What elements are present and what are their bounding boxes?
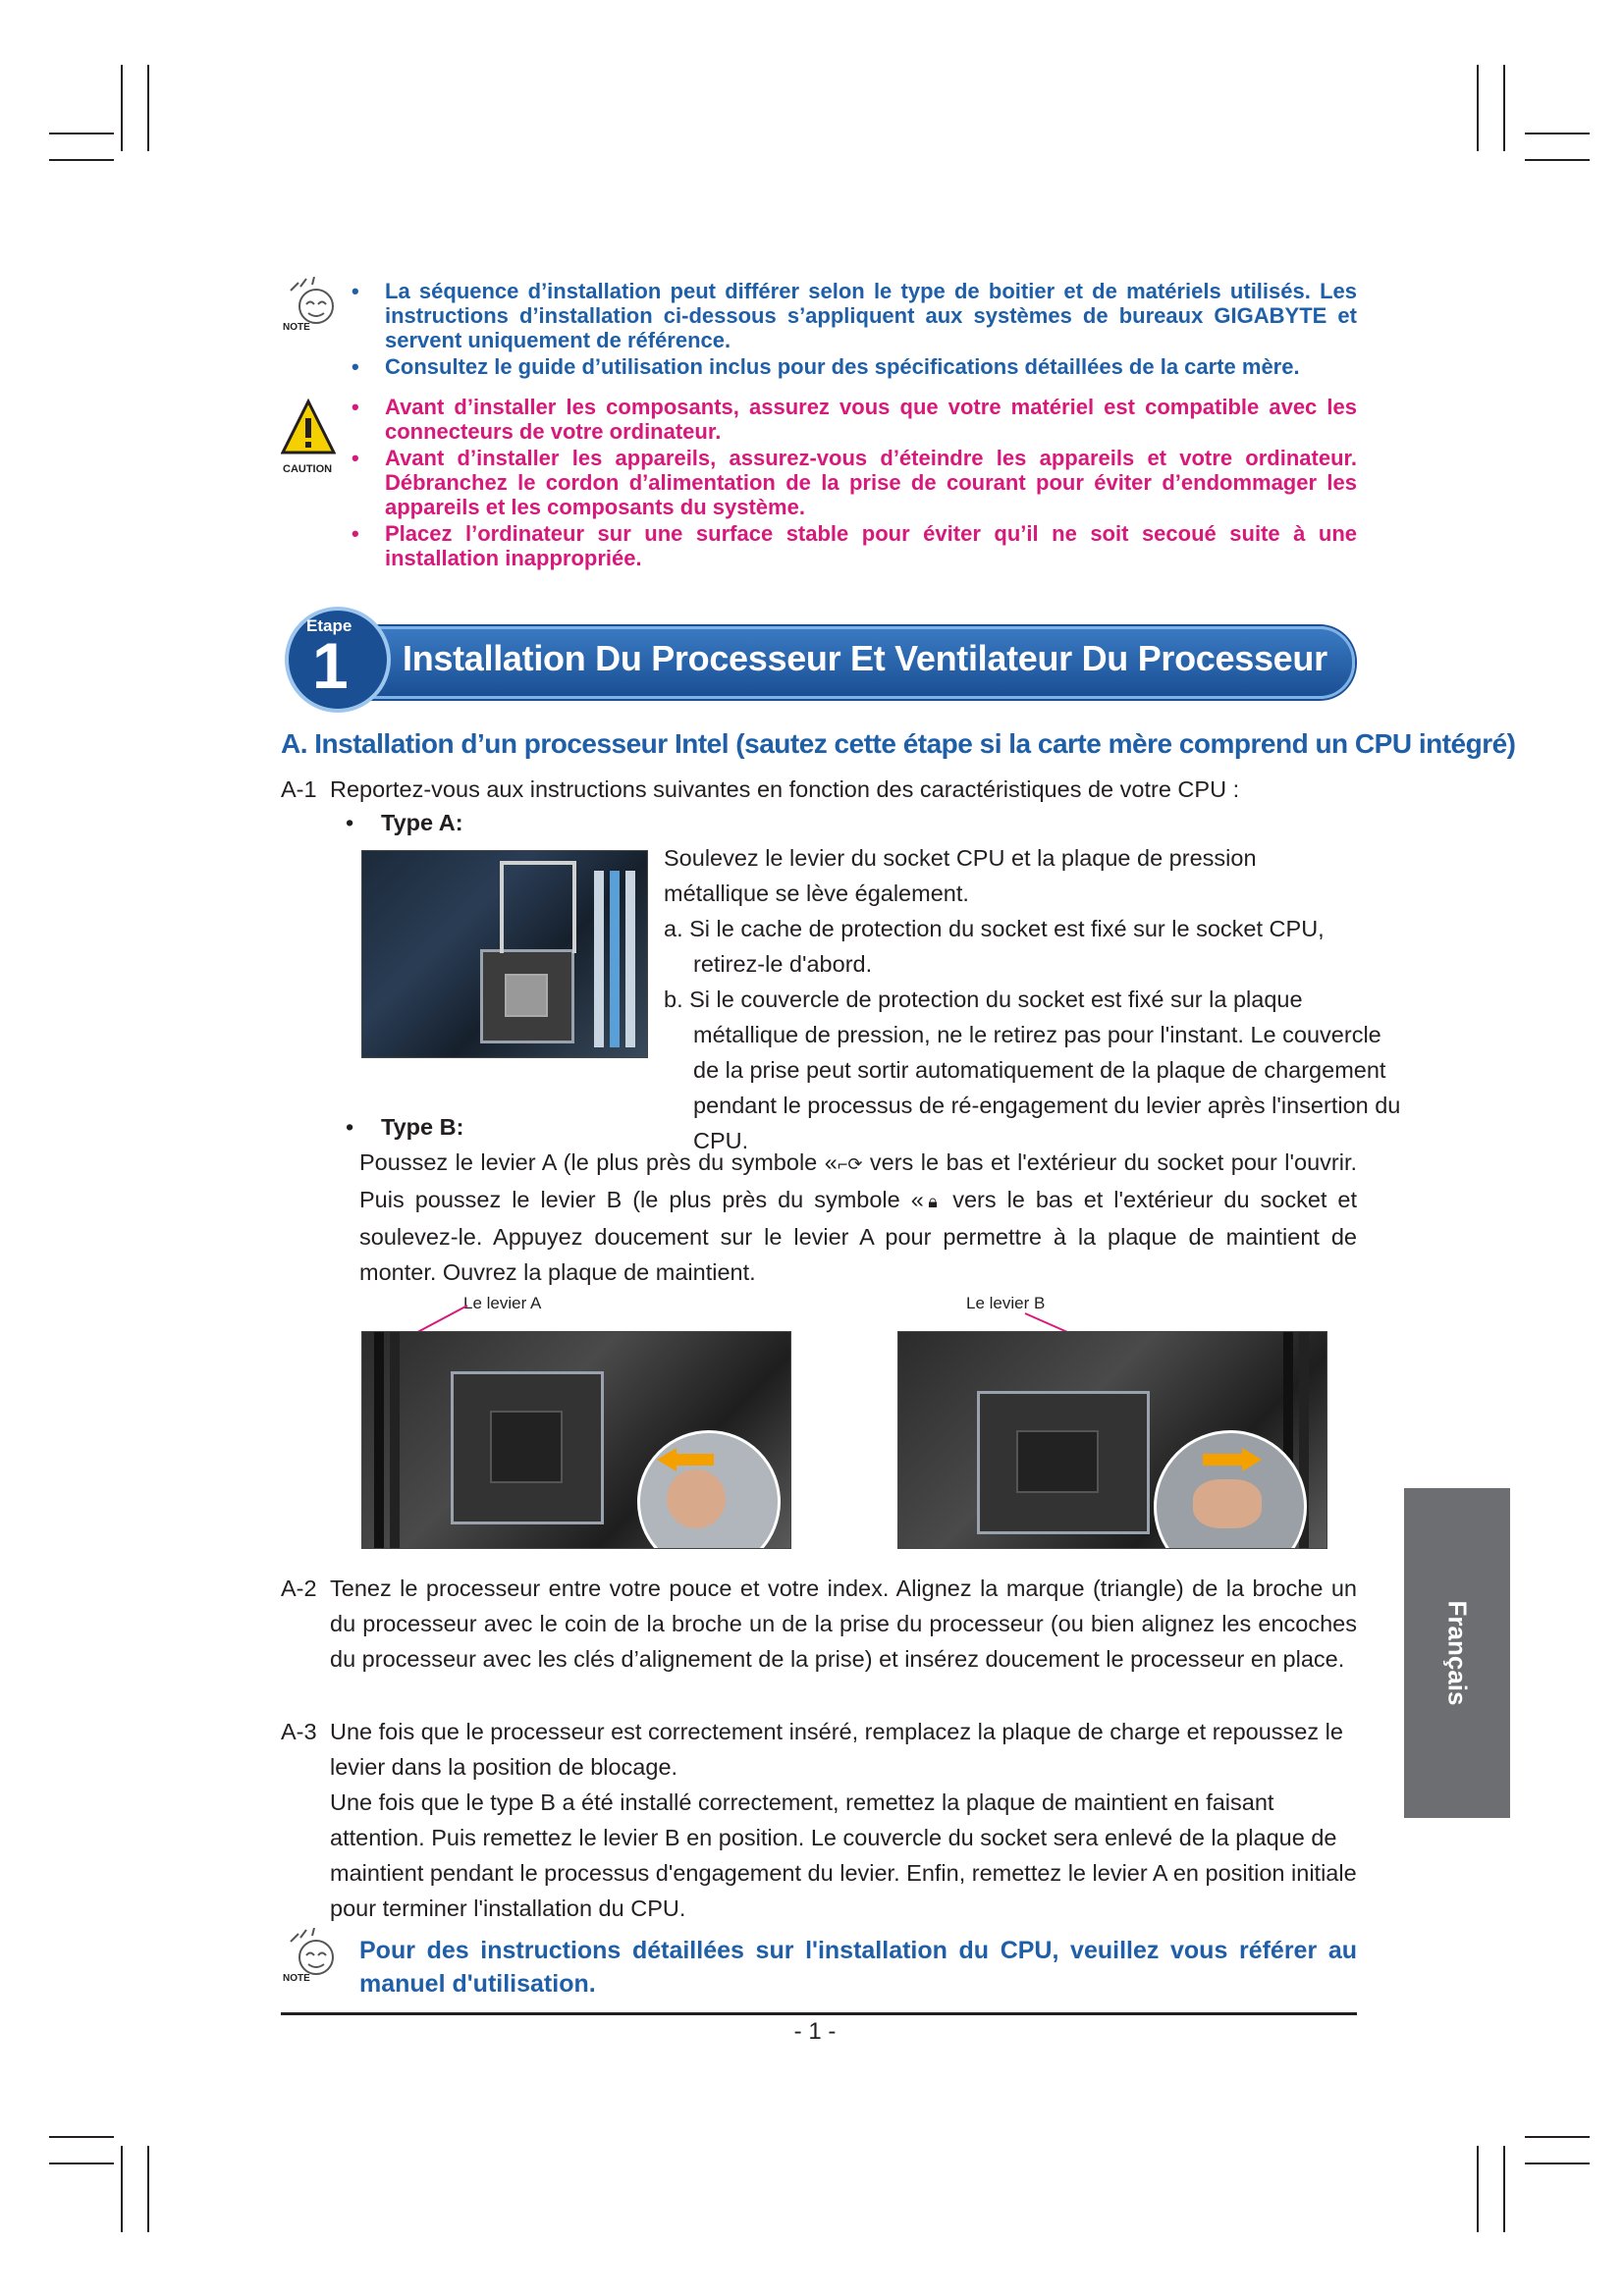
lever-a-photo	[361, 1331, 791, 1549]
step-banner	[285, 607, 1357, 705]
crop-mark	[1525, 2136, 1590, 2138]
note-label: NOTE	[283, 1973, 310, 1984]
type-a-label: Type A:	[381, 810, 463, 835]
type-a-text: Soulevez le levier du socket CPU et la plaque de pression métallique se lève également.	[664, 845, 1257, 906]
lever-b-photo	[897, 1331, 1327, 1549]
a3-text-2: Une fois que le type B a été installé correctement, remettez la plaque de maintient en faisant attention. Puis remettez le levier B en position. Le couvercle du socket sera enlevé de la plaque de maintient pendant le processus d'engagement du levier. Enfin, remettez le levier A en position initiale pour terminer l'installation du CPU.	[330, 1789, 1357, 1921]
section-heading: A. Installation d’un processeur Intel (sautez cette étape si la carte mère comprend un CPU intégré)	[281, 728, 1516, 759]
language-tab-label: Français	[1442, 1600, 1473, 1706]
crop-mark	[49, 2163, 114, 2164]
lock-symbol-icon: 🔒︎	[923, 1192, 943, 1211]
crop-mark	[49, 159, 114, 161]
step-number: 1	[312, 629, 349, 702]
crop-mark	[147, 65, 149, 151]
a1-intro: Reportez-vous aux instructions suivantes en fonction des caractéristiques de votre CPU :	[330, 776, 1240, 802]
a3-number: A-3	[281, 1719, 317, 1744]
list-item: • La séquence d’installation peut différer selon le type de boitier et de matériels utilisés. Les instructions d’installation ci-dessous s’appliquent aux systèmes de bureaux GIGABYTE et servent uniquement de référence.	[346, 279, 1357, 352]
crop-mark	[147, 2146, 149, 2232]
crop-mark	[1525, 2163, 1590, 2164]
crop-mark	[49, 2136, 114, 2138]
caution-label: CAUTION	[283, 463, 333, 475]
type-b-bullet: •	[346, 1114, 354, 1140]
crop-mark	[1525, 133, 1590, 134]
type-b-text-part: Poussez le levier A (le plus près du symbole «	[359, 1149, 838, 1175]
a2-number: A-2	[281, 1575, 317, 1601]
crop-mark	[1503, 2146, 1505, 2232]
crop-mark	[1477, 65, 1479, 151]
step-title: Installation Du Processeur Et Ventilateur Du Processeur	[403, 638, 1327, 678]
language-tab	[1404, 1488, 1510, 1818]
step-label: Etape	[306, 616, 352, 635]
list-item: • Placez l’ordinateur sur une surface stable pour éviter qu’il ne soit secoué suite à une installation inappropriée.	[346, 521, 1357, 570]
unlock-symbol-icon: ⌐⟳	[837, 1154, 863, 1174]
page-number: - 1 -	[793, 2018, 837, 2045]
crop-mark	[121, 2146, 123, 2232]
caution-icon	[281, 399, 350, 477]
a3-text-1: Une fois que le processeur est correctement inséré, remplacez la plaque de charge et repoussez le levier dans la position de blocage.	[330, 1719, 1343, 1780]
type-a-bullet: •	[346, 810, 354, 835]
caution-list	[346, 395, 1357, 572]
note-list	[346, 279, 1357, 381]
crop-mark	[1503, 65, 1505, 151]
footer-rule	[281, 2012, 1357, 2015]
type-b-label: Type B:	[381, 1114, 464, 1140]
type-b-text-part: vers le bas et l'extérieur du socket et soulevez-le. Appuyez doucement sur le levier A pour permettre à la plaque de maintient de monter. Ouvrez la plaque de maintient.	[359, 1187, 1358, 1285]
list-item: • Avant d’installer les appareils, assurez-vous d’éteindre les appareils et votre ordinateur. Débranchez le cordon d’alimentation de la prise de courant pour éviter d’endommager les appareils et les composants du système.	[346, 446, 1357, 519]
list-item: • Avant d’installer les composants, assurez vous que votre matériel est compatible avec les connecteurs de votre ordinateur.	[346, 395, 1357, 444]
note-icon	[281, 277, 346, 338]
crop-mark	[49, 133, 114, 134]
lever-b-label: Le levier B	[966, 1294, 1046, 1312]
a2-text: Tenez le processeur entre votre pouce et votre index. Alignez la marque (triangle) de la broche un du processeur avec le coin de la broche un de la prise du processeur (ou bien alignez les encoches du processeur avec les clés d’alignement de la prise) et insérez doucement le processeur en place.	[330, 1575, 1357, 1672]
lever-a-label: Le levier A	[463, 1294, 542, 1312]
bottom-note: Pour des instructions détaillées sur l'installation du CPU, veuillez vous référer au manuel d'utilisation.	[359, 1937, 1357, 1998]
type-a-item-b: b. Si le couvercle de protection du socket est fixé sur la plaque métallique de pression, ne le retirez pas pour l'instant. Le couvercle de la prise peut sortir automatiquement de la plaque de chargement pendant le processus de ré-engagement du levier après l'insertion du CPU.	[664, 987, 1401, 1153]
crop-mark	[1525, 159, 1590, 161]
list-item: • Consultez le guide d’utilisation inclus pour des spécifications détaillées de la carte mère.	[346, 354, 1357, 379]
type-b-text	[359, 1145, 1357, 1290]
crop-mark	[121, 65, 123, 151]
type-b-text-part: vers le bas et l'extérieur du socket pour l'ouvrir. Puis poussez le levier B (le plus près du symbole «	[359, 1149, 1357, 1212]
a1-number: A-1	[281, 776, 317, 802]
note-label: NOTE	[283, 322, 310, 333]
crop-mark	[1477, 2146, 1479, 2232]
type-a-item-a: a. Si le cache de protection du socket est fixé sur le socket CPU, retirez-le d'abord.	[664, 916, 1325, 977]
type-a-photo	[361, 850, 648, 1058]
note-icon	[281, 1928, 346, 1989]
